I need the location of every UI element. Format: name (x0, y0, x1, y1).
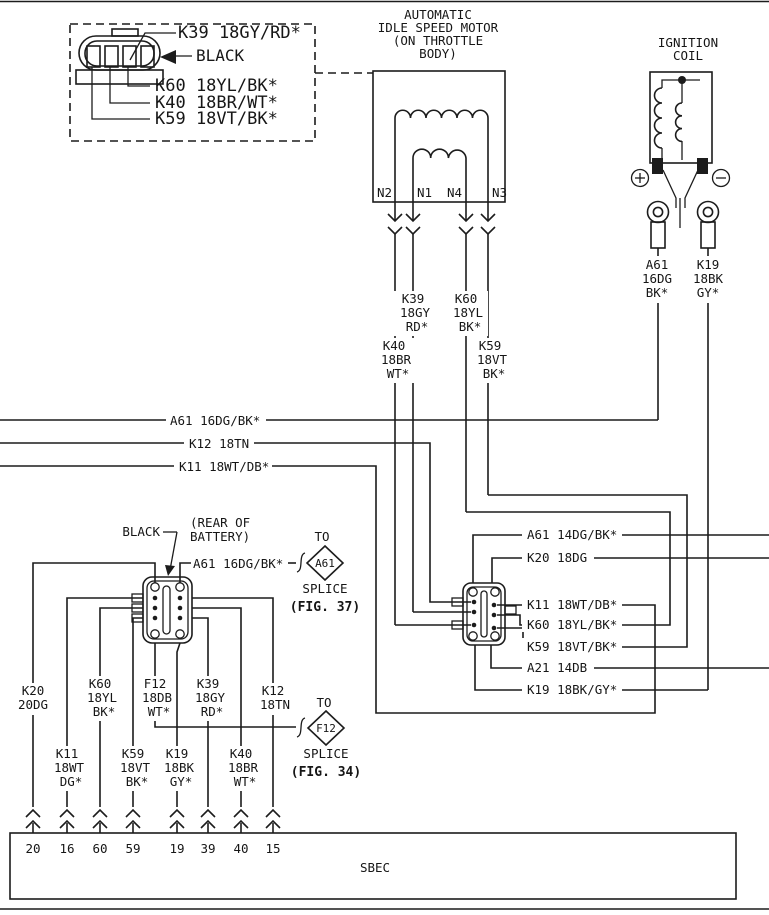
terminal-n1: N1 (417, 185, 433, 200)
a61-splice-fig: (FIG. 37) (289, 600, 361, 615)
coil-tower-icon (663, 170, 698, 228)
bus-label-a61: A61 16DG/BK* (170, 413, 261, 428)
coil-a61-wire-line3: BK* (645, 285, 669, 300)
a61-splice (290, 529, 360, 615)
splice-brace-icon (297, 718, 305, 737)
f12-splice-id: F12 (316, 722, 336, 735)
coil-k19-wire-line1: K19 (696, 257, 720, 272)
k11-label-line1: K11 (55, 746, 79, 761)
screw-hole-icon (176, 583, 184, 591)
pin-dot (492, 626, 497, 631)
k40-leader-line (110, 67, 150, 103)
k59-wire-line3: BK* (482, 366, 506, 381)
f12-splice (291, 695, 361, 780)
motor-inline-connectors (388, 202, 495, 625)
terminal-n3: N3 (492, 185, 508, 200)
label-k60-18ylbk: K60 18YL/BK* (527, 617, 618, 632)
oval-connector-icon (76, 29, 163, 84)
coil-k19-wire-line3: GY* (696, 285, 720, 300)
a61-14dg-wire (473, 535, 769, 583)
k20-label-line2: 20DG (17, 697, 49, 712)
k39-wire-line2: 18GY (399, 305, 431, 320)
inline-connector-up-icon (201, 810, 215, 833)
coil-title-line1: IGNITION (657, 35, 719, 50)
black-callout-line (170, 532, 177, 570)
k59-wire-line1: K59 (478, 338, 502, 353)
k59-label-line2: 18VT (119, 760, 151, 775)
pin-dot (153, 596, 158, 601)
sbec-pin-15: 15 (265, 841, 281, 856)
sbec-pin-60: 60 (92, 841, 108, 856)
right-connector-tab (505, 606, 516, 614)
label-k59-18vtbk: K59 18VT/BK* (527, 639, 618, 654)
k39-sbec-label-line3: RD* (200, 704, 224, 719)
f12-label-line1: F12 (143, 676, 167, 691)
connector-detail-box (70, 23, 373, 141)
k40-label-line2: 18BR (227, 760, 259, 775)
k11-label-line3: DG* (59, 774, 83, 789)
inline-connector-up-icon (93, 810, 107, 833)
k60-label-line1: K60 (88, 676, 112, 691)
k40-wire-line1: K40 (382, 338, 406, 353)
right-connector-key (481, 591, 487, 637)
pin-dot (472, 600, 477, 605)
pin-dot (178, 596, 183, 601)
screw-hole-icon (491, 588, 499, 596)
a61-splice-to: TO (314, 529, 330, 544)
k19-label-line3: GY* (169, 774, 193, 789)
coil-title-line2: COIL (672, 48, 704, 63)
screw-hole-icon (151, 583, 159, 591)
ais-title-line3: (ON THROTTLE (392, 33, 484, 48)
sbec-pin-16: 16 (59, 841, 75, 856)
inline-connector-up-icon (234, 810, 248, 833)
detail-pin-label-k39: K39 18GY/RD* (178, 23, 301, 43)
k59-label-line1: K59 (121, 746, 145, 761)
ais-title-line1: AUTOMATIC (404, 7, 472, 22)
bus-label-k12: K12 18TN (189, 436, 250, 451)
a61-splice-id: A61 (315, 557, 335, 570)
k19-label-line2: 18BK (163, 760, 195, 775)
pin-dot (472, 610, 477, 615)
ais-motor-box (373, 71, 508, 202)
plus-icon (632, 170, 649, 187)
k60-wire-line1: K60 (454, 291, 478, 306)
motor-outer-coil-icon (395, 110, 488, 202)
label-a21-14db: A21 14DB (527, 660, 588, 675)
coil-primary-winding-icon (655, 88, 663, 148)
detail-pin-label-k40: K40 18BR/WT* (155, 93, 278, 113)
k60-label-line2: 18YL (86, 690, 118, 705)
sbec-pin-20: 20 (25, 841, 41, 856)
inline-connector-up-icon (266, 810, 280, 833)
k20-label-line1: K20 (21, 683, 45, 698)
inline-connector-icon (388, 202, 402, 625)
k60-wire-line3: BK* (458, 319, 482, 334)
f12-splice-name: SPLICE (303, 746, 349, 761)
k60-wire-line2: 18YL (452, 305, 484, 320)
ring-terminal-icon (648, 202, 669, 257)
k59-leader-line (92, 67, 150, 119)
coil-a61-wire-line2: 16DG (641, 271, 673, 286)
pin-dot (492, 613, 497, 618)
battery-note-line1: (REAR OF (190, 515, 251, 530)
coil-terminal-left (652, 158, 663, 174)
sbec-pin-connectors (26, 810, 280, 833)
battery-note-line2: BATTERY) (190, 529, 251, 544)
inline-connector-up-icon (170, 810, 184, 833)
k39-sbec-label-line1: K39 (196, 676, 220, 691)
ais-title-line4: BODY) (419, 46, 457, 61)
coil-secondary-winding-icon (676, 103, 682, 141)
ais-motor (373, 7, 507, 202)
screw-hole-icon (469, 588, 477, 596)
black-callout-arrowhead-icon (165, 565, 175, 576)
k59-label-line3: BK* (125, 774, 149, 789)
bus-label-k11: K11 18WT/DB* (179, 459, 270, 474)
coil-k19-wire-line2: 18BK (692, 271, 724, 286)
screw-hole-icon (469, 632, 477, 640)
k12-label-line1: K12 (261, 683, 285, 698)
pin-dot (472, 623, 477, 628)
black-arrowhead-icon (160, 50, 176, 64)
k40-label-line3: WT* (233, 774, 257, 789)
pin-dot (492, 603, 497, 608)
k40-label-line1: K40 (229, 746, 253, 761)
k39-wire-line1: K39 (401, 291, 425, 306)
ring-terminal-icon (698, 202, 719, 257)
label-k19-18bkgy: K19 18BK/GY* (527, 682, 618, 697)
k11-label-line2: 18WT (53, 760, 85, 775)
left-connector-color-label: BLACK (122, 524, 160, 539)
screw-hole-icon (176, 630, 184, 638)
left-a61-label: A61 16DG/BK* (193, 556, 284, 571)
ais-title-line2: IDLE SPEED MOTOR (377, 20, 499, 35)
wire-routes (0, 420, 769, 713)
coil-terminal-right (697, 158, 708, 174)
k39-sbec-label-line2: 18GY (194, 690, 226, 705)
inline-connector-up-icon (60, 810, 74, 833)
sbec-module (10, 810, 736, 899)
left-connector-key (163, 586, 170, 634)
f12-splice-fig: (FIG. 34) (290, 765, 362, 780)
pin-dot (153, 616, 158, 621)
minus-icon (713, 170, 730, 187)
k40-wire-line3: WT* (386, 366, 410, 381)
k12-label-line2: 18TN (259, 697, 291, 712)
ignition-coil (632, 35, 730, 690)
k40-wire-line2: 18BR (380, 352, 412, 367)
detail-pin-label-k60: K60 18YL/BK* (155, 76, 278, 96)
screw-hole-icon (491, 632, 499, 640)
label-k20-18dg: K20 18DG (527, 550, 588, 565)
screw-hole-icon (151, 630, 159, 638)
right-connector-labels (522, 526, 622, 697)
pin-dot (178, 606, 183, 611)
terminal-n2: N2 (376, 185, 392, 200)
f12-label-line2: 18DB (141, 690, 173, 705)
sbec-wire-labels (14, 676, 294, 791)
pin-dot (153, 606, 158, 611)
inline-connector-up-icon (26, 810, 40, 833)
sbec-pin-40: 40 (233, 841, 249, 856)
f12-splice-to: TO (316, 695, 332, 710)
detail-pin-label-k59: K59 18VT/BK* (155, 109, 278, 129)
k60-label-line3: BK* (92, 704, 116, 719)
splice-brace-icon (297, 553, 305, 572)
coil-a61-wire-line1: A61 (645, 257, 669, 272)
pin-dot (178, 616, 183, 621)
sbec-pin-19: 19 (169, 841, 185, 856)
label-k11-18wtdb: K11 18WT/DB* (527, 597, 618, 612)
inline-connector-up-icon (126, 810, 140, 833)
k59-wire-line2: 18VT (476, 352, 508, 367)
k39-wire-line3: RD* (405, 319, 429, 334)
sbec-label: SBEC (359, 860, 391, 875)
coil-junction-dot (678, 76, 686, 84)
k19-label-line1: K19 (165, 746, 189, 761)
inline-connector-icon (406, 202, 420, 612)
a61-splice-name: SPLICE (302, 581, 348, 596)
sbec-pin-59: 59 (125, 841, 141, 856)
f12-label-line3: WT* (147, 704, 171, 719)
terminal-n4: N4 (446, 185, 462, 200)
motor-wire-labels (373, 291, 512, 383)
sbec-pin-39: 39 (200, 841, 216, 856)
label-a61-14dg: A61 14DG/BK* (527, 527, 618, 542)
right-connector (452, 583, 516, 645)
detail-connector-color-label: BLACK (196, 46, 245, 65)
